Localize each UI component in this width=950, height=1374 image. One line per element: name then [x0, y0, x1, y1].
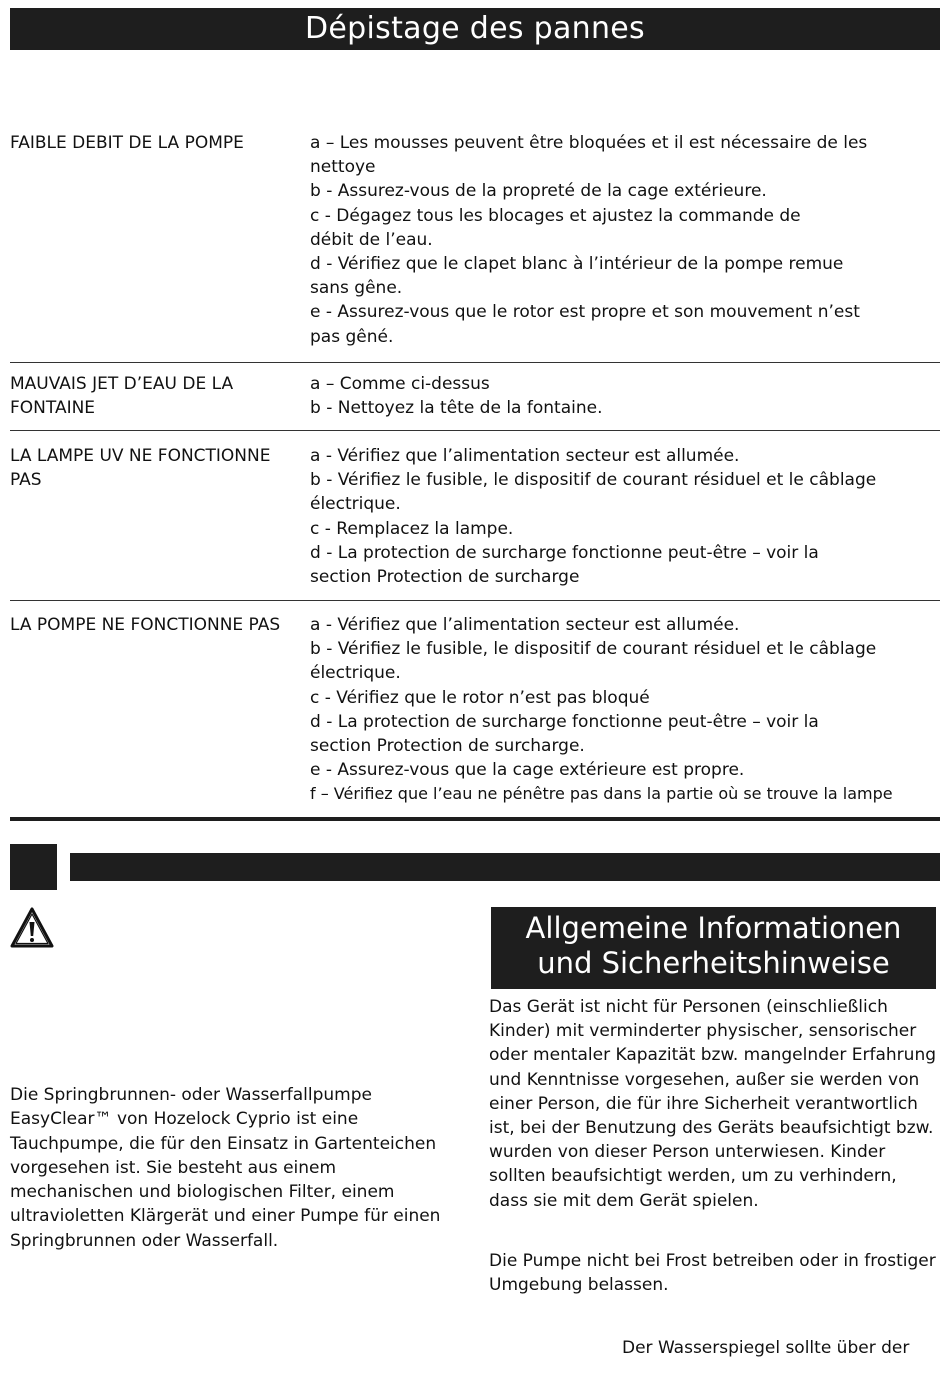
troubleshooting-row: [10, 613, 940, 813]
row-divider: [10, 600, 940, 601]
problem-label: FAIBLE DEBIT DE LA POMPE: [10, 133, 244, 153]
remedy-item: a - Vérifiez que l’alimentation secteur est allumée.: [310, 446, 740, 466]
remedy-item: b - Nettoyez la tête de la fontaine.: [310, 398, 603, 419]
remedy-item: c - Remplacez la lampe.: [310, 518, 514, 539]
remedy-item: e - Assurez-vous que le rotor est propre et son mouvement n’est pas gêné.: [310, 302, 860, 347]
row-divider: [10, 430, 940, 431]
remedy-item: b - Assurez-vous de la propreté de la cage extérieure.: [310, 181, 767, 202]
section-divider: [10, 817, 940, 821]
remedy-list: [310, 613, 940, 807]
remedy-item: b - Vérifiez le fusible, le dispositif de courant résiduel et le câblage électrique.: [310, 470, 877, 515]
remedy-list: [310, 131, 940, 349]
frost-paragraph: Die Pumpe nicht bei Frost betreiben oder in frostiger Umgebung belassen.: [489, 1251, 936, 1296]
problem-label: MAUVAIS JET D’EAU DE LA FONTAINE: [10, 374, 234, 418]
remedy-item: d - La protection de surcharge fonctionne peut-être – voir la section Protection de surcharge.: [310, 711, 819, 757]
remedy-item: e - Assurez-vous que la cage extérieure est propre.: [310, 760, 745, 781]
remedy-item: b - Vérifiez le fusible, le dispositif de courant résiduel et le câblage électrique.: [310, 639, 877, 684]
troubleshooting-row: [10, 131, 940, 351]
remedy-item: d - La protection de surcharge fonctionne peut-être – voir la section Protection de surcharge: [310, 542, 819, 588]
section-bar: [70, 853, 940, 881]
page-title: Dépistage des pannes: [10, 8, 940, 50]
remedy-list: [310, 444, 940, 589]
troubleshooting-row: [10, 444, 940, 594]
remedy-item: d - Vérifiez que le clapet blanc à l’intérieur de la pompe remue sans gêne.: [310, 254, 844, 299]
problem-label: LA LAMPE UV NE FONCTIONNE PAS: [10, 446, 271, 490]
remedy-item: a - Vérifiez que l’alimentation secteur est allumée.: [310, 615, 740, 635]
row-divider: [10, 362, 940, 363]
section-heading: [491, 907, 936, 989]
remedy-item: c - Vérifiez que le rotor n’est pas bloqué: [310, 687, 650, 708]
section-marker: [10, 844, 57, 890]
problem-label: LA POMPE NE FONCTIONNE PAS: [10, 615, 281, 635]
warning-triangle-icon: [10, 906, 54, 950]
section-heading-line: Allgemeine Informationen: [525, 911, 902, 945]
intro-paragraph: Die Springbrunnen- oder Wasserfallpumpe EasyClear™ von Hozelock Cyprio ist eine Tauchpumpe, die für den Einsatz in Gartenteichen vorgesehen ist. Sie besteht aus einem mechanischen und biologischen Filter, einem ultravioletten Klärgerät und einer Pumpe für einen Springbrunnen oder Wasserfall.: [10, 1085, 441, 1251]
continued-text: Der Wasserspiegel sollte über der: [622, 1338, 910, 1358]
troubleshooting-row: [10, 372, 940, 424]
remedy-item: a – Les mousses peuvent être bloquées et il est nécessaire de les nettoye: [310, 133, 868, 178]
remedy-item: a – Comme ci-dessus: [310, 374, 490, 394]
remedy-item: f – Vérifiez que l’eau ne pénêtre pas dans la partie où se trouve la lampe: [310, 784, 893, 804]
section-heading-line: und Sicherheitshinweise: [537, 946, 890, 980]
remedy-list: [310, 372, 940, 420]
safety-paragraph: Das Gerät ist nicht für Personen (einschließlich Kinder) mit verminderter physischer, sensorischer oder mentaler Kapazität bzw. mangelnder Erfahrung und Kenntnisse vorgesehen, außer sie werden von einer Person, die für ihre Sicherheit verantwortlich ist, bei der Benutzung des Geräts beaufsichtigt bzw. wurden von dieser Person unterwiesen. Kinder sollten beaufsichtigt werden, um zu verhindern, dass sie mit dem Gerät spielen.: [489, 997, 937, 1211]
remedy-item: c - Dégagez tous les blocages et ajustez la commande de débit de l’eau.: [310, 205, 801, 250]
